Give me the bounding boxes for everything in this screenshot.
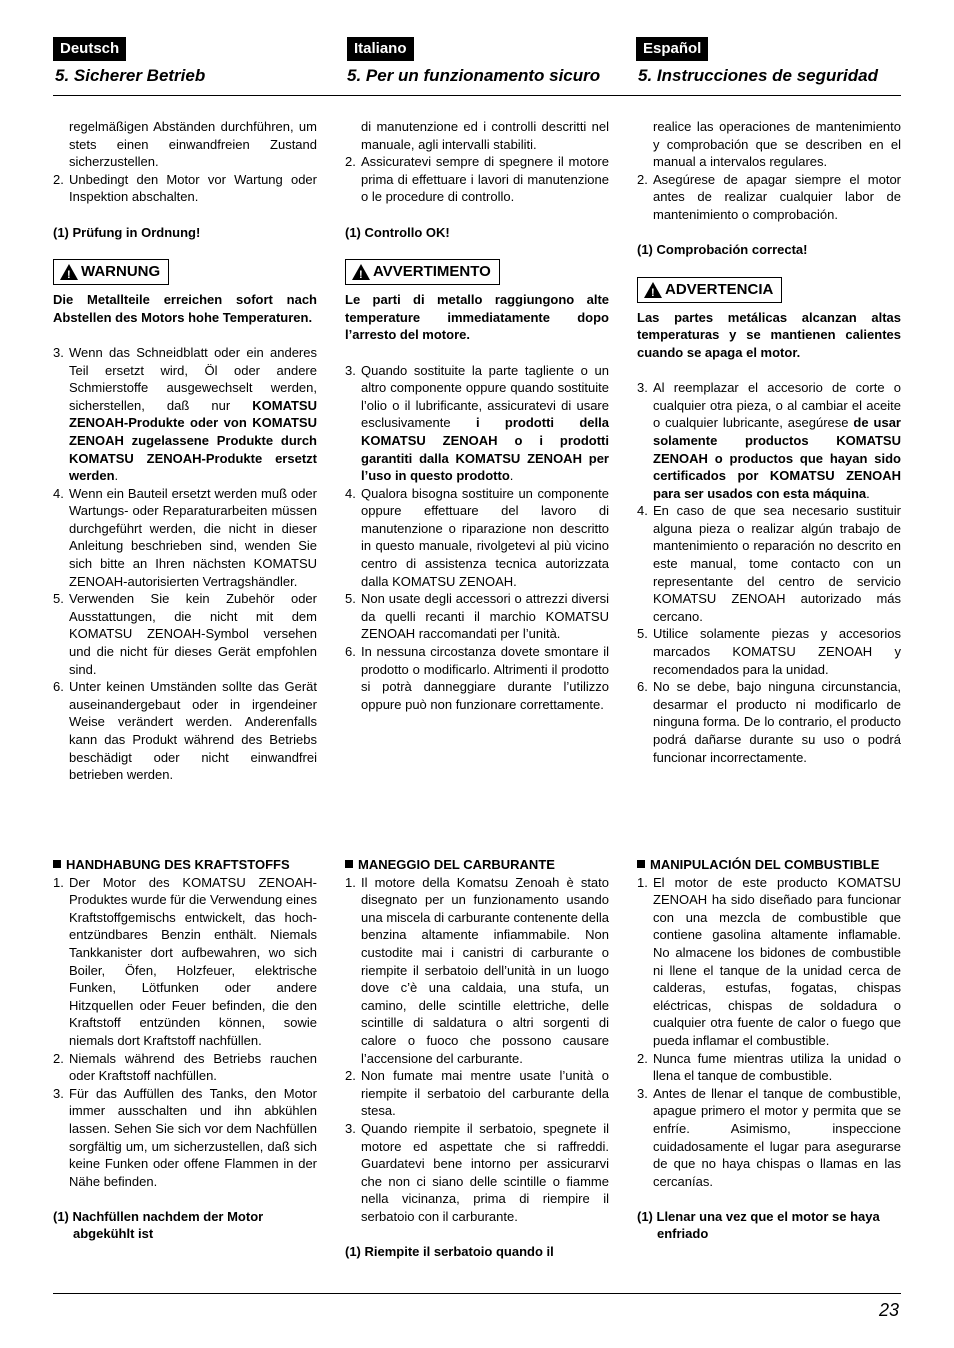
item-6: No se debe, bajo ninguna circunstancia, desarmar el producto ni modificarlo de ninguna forma. De lo contrario, el producto podrá dañarse durante su uso o podrá funcionar incorrectamente. [653,679,901,765]
item-number: 2. [637,1050,648,1066]
item-5: Verwenden Sie kein Zubehör oder Ausstattungen, die nicht mit dem KOMATSU ZENOAH-Symbol versehen und die nicht für dieses Gerät empfohlen sind. [69,591,317,677]
item-number: 1. [53,874,64,890]
item-number: 3. [637,380,648,396]
item-number: 4. [637,503,648,519]
item-number: 4. [53,485,64,501]
fuel-item-3: Antes de llenar el tanque de combustible, apague primero el motor y permita que se enfríe. Asimismo, inspeccione cuidadosamente el lugar para asegurarse de que no haya chispas o llamas en las cercanías. [653,1085,901,1189]
item-number: 3. [345,362,356,378]
footer-divider [53,1293,901,1294]
warning-icon: ! [644,282,662,298]
item-2: Asegúrese de apagar siempre el motor antes de realizar cualquier labor de mantenimiento o comprobación. [653,171,901,222]
item-6: Unter keinen Umständen sollte das Gerät auseinandergebaut oder in irgendeiner Weise verändert werden. Anderenfalls kann das Produkt während des Betriebs beschädigt oder nicht einwandfrei betrieben werden. [69,679,317,783]
item-number: 2. [345,1068,356,1084]
subheading-check: (1) Prüfung in Ordnung! [53,224,201,240]
subheading-check: (1) Comprobación correcta! [637,242,808,258]
item-number: 6. [53,679,64,695]
item-number: 3. [53,1085,64,1101]
fuel-item-1: Der Motor des KOMATSU ZENOAH-Produktes wurde für die Verwendung eines Kraftstoffgemischs entwickelt, das hoch-entzündbares Benzin enthält. Niemals Tankkanister dort aufbewahren, wo sich Boiler, Öfen, Holzfeuer, elektrische Funken, Lötfunken oder andere Hitzquellen oder Feuer befinden, die den Kraftstoff entzünden können, sowie niemals dort Kraftstoff nachfüllen. [69,874,317,1048]
section-title-de: 5. Sicherer Betrieb [55,66,206,85]
item-3: Quando sostituite la parte tagliente o un altro componente oppure quando sostituite l’olio o il lubrificante, assicuratevi di usare esclusivamente i prodotti della KOMATSU ZENOAH o i prodotti garantiti dalla KOMATSU ZENOAH per l’uso in questo prodotto. [361,362,609,484]
item-number: 1. [637,874,648,890]
item-4: Wenn ein Bauteil ersetzt werden muß oder Wartungs- oder Reparaturarbeiten müssen durchgeführt werden, die nicht in dieser Anleitung beschrieben sind, wenden Sie sich bitte an Ihren nächsten KOMATSU ZENOAH-autorisierten Vertragshändler. [69,485,317,589]
item-4: En caso de que sea necesario sustituir alguna pieza o realizar algún trabajo de mantenimiento o reparación no descrito en este manual, tome contacto con un representante del centro de servicio KOMATSU ZENOAH autorizado más cercano. [653,503,901,624]
header-divider [53,95,901,96]
warning-icon: ! [352,264,370,280]
subheading-refuel: (1) Riempite il serbatoio quando il [345,1244,554,1260]
fuel-item-2: Non fumate mai mentre usate l’unità o riempite il serbatoio del carburante della stesa. [361,1068,609,1119]
item-number: 2. [637,171,648,187]
item-number: 5. [53,591,64,607]
item-5: Utilice solamente piezas y accesorios marcados KOMATSU ZENOAH y recomendados para la unidad. [653,626,901,677]
item-number: 6. [345,644,356,660]
item-number: 2. [53,171,64,187]
item-number: 3. [345,1120,356,1136]
fuel-heading: HANDHABUNG DES KRAFTSTOFFS [53,856,317,874]
fuel-item-1: El motor de este producto KOMATSU ZENOAH ha sido diseñado para funcionar con una mezcla de combustible que contiene gasolina altamente inflamable. No almacene los bidones de combustible ni llene el tanque de la unidad cerca de calderas, estufas, fogatas, chispas eléctricas, chispas de soldadura o cualquier otra fuente de calor o fuego que pueda inflamar el combustible. [653,874,901,1048]
item-number: 5. [345,591,356,607]
item-number: 2. [345,154,356,170]
fuel-heading: MANEGGIO DEL CARBURANTE [345,856,609,874]
subheading-check: (1) Controllo OK! [345,224,450,240]
lang-tab-italiano: Italiano [347,37,414,61]
item-number: 2. [53,1050,64,1066]
item-number: 4. [345,485,356,501]
warning-label: ADVERTENCIA [665,280,774,298]
fuel-item-1: Il motore della Komatsu Zenoah è stato disegnato per un funzionamento usando una miscela di carburante contenente della benzina altamente infiammabile. Non custodite mai i canistri di carburante o riempite il serbatoio dell’unità in un luogo dove c’è una caldaia, una stufa, un camino, delle scintille elettriche, delle scintille di saldatura o altri sorgenti di calore o fuoco che possono causare l’accensione del carburante. [361,874,609,1066]
item-6: In nessuna circostanza dovete smontare il prodotto o modificarlo. Altrimenti il prodotto si potrà danneggiare durante l’utilizzo oppure può non funzionare correttamente. [361,644,609,712]
item-number: 3. [53,344,64,360]
item-number: 6. [637,679,648,695]
item-4: Qualora bisogna sostituire un componente oppure effettuare del lavoro di manutenzione o riparazione non descritto in questo manuale, rivolgetevi al più vicino centro di assistenza tecnica autorizzata dalla KOMATSU ZENOAH. [361,485,609,589]
item-3: Al reemplazar el accesorio de corte o cualquier otra pieza, o al cambiar el aceite o cualquier lubricante, asegúrese de usar solamente productos KOMATSU ZENOAH o productos que hayan sido certificados por KOMATSU ZENOAH para ser usados con esta máquina. [653,380,901,501]
intro-text: realice las operaciones de mantenimiento y comprobación que se describen en el manual a intervalos regulares. [653,119,901,170]
intro-text: di manutenzione ed i controlli descritti nel manuale, agli intervalli stabiliti. [361,119,609,152]
fuel-item-2: Niemals während des Betriebs rauchen oder Kraftstoff nachfüllen. [69,1050,317,1084]
item-2: Assicuratevi sempre di spegnere il motore prima di effettuare i lavori di manutenzione o le procedure di controllo. [361,154,609,205]
fuel-item-3: Quando riempite il serbatoio, spegnete il motore ed aspettate che si raffreddi. Guardatevi bene intorno per assicurarvi che non ci siano delle scintille o fiamme nella vicinanza, prima di riempire il serbatoio con il carburante. [361,1120,609,1224]
subheading-refuel: (1) Llenar una vez que el motor se haya enfriado [637,1208,880,1242]
section-title-it: 5. Per un funzionamento sicuro [347,66,601,85]
fuel-item-2: Nunca fume mientras utiliza la unidad o llena el tanque de combustible. [653,1050,901,1084]
lang-tab-deutsch: Deutsch [53,37,126,61]
item-2: Unbedingt den Motor vor Wartung oder Inspektion abschalten. [69,171,317,205]
item-number: 1. [345,874,356,890]
item-number: 5. [637,626,648,642]
lang-tab-espanol: Español [636,37,708,61]
warning-label: AVVERTIMENTO [373,263,491,281]
item-3: Wenn das Schneidblatt oder ein anderes Teil ersetzt wird, Öl oder andere Schmierstoffe ausgewechselt werden, sicherstellen, daß nur KOMATSU ZENOAH-Produkte oder von KOMATSU ZENOAH zugelassene Produkte durch KOMATSU ZENOAH-Produkte ersetzt werden. [69,344,317,484]
square-bullet-icon [53,860,61,868]
fuel-heading: MANIPULACIÓN DEL COMBUSTIBLE [637,856,901,874]
item-number: 3. [637,1085,648,1101]
section-title-es: 5. Instrucciones de seguridad [638,66,878,85]
warning-label: WARNUNG [81,263,161,281]
warning-text: Die Metallteile erreichen sofort nach Abstellen des Motors hohe Temperaturen. [53,292,317,325]
fuel-item-3: Für das Auffüllen des Tanks, den Motor immer ausschalten und ihn abkühlen lassen. Sehen Sie sich vor dem Nachfüllen sorgfältig um, um sicherzustellen, daß sich keine Funken oder offene Flammen in der Nähe befinden. [69,1085,317,1189]
warning-text: Las partes metálicas alcanzan altas temperaturas y se mantienen calientes cuando se apaga el motor. [637,309,901,360]
subheading-refuel: (1) Nachfüllen nachdem der Motor abgekühlt ist [53,1208,264,1242]
page-number: 23 [878,1300,899,1320]
warning-text: Le parti di metallo raggiungono alte temperature immediatamente dopo l’arresto del motore. [345,292,609,343]
item-5: Non usate degli accessori o attrezzi diversi da quelli recanti il marchio KOMATSU ZENOAH raccomandati per l’unità. [361,591,609,642]
warning-icon: ! [60,264,78,280]
square-bullet-icon [345,860,353,868]
intro-text: regelmäßigen Abständen durchführen, um stets einen einwandfreien Zustand sicherzustellen. [69,119,317,170]
warning-box [637,277,782,303]
warning-box [53,259,169,285]
warning-box [345,259,500,285]
square-bullet-icon [637,860,645,868]
